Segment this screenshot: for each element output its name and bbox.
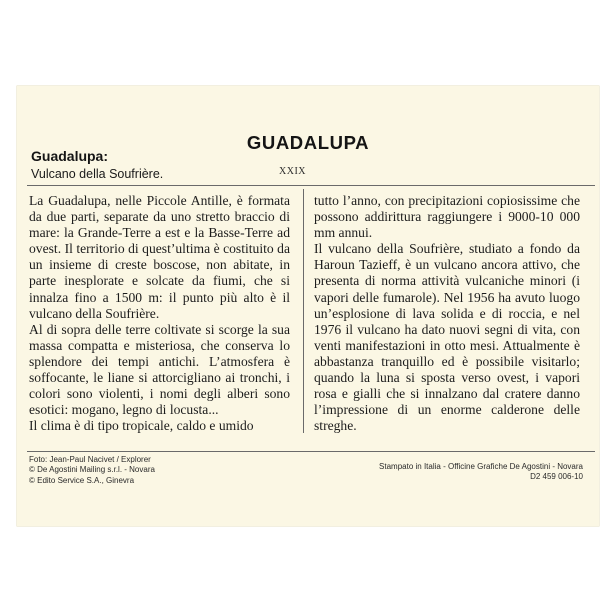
column-divider xyxy=(303,189,304,433)
paragraph: Il vulcano della Soufrière, studiato a fondo da Haroun Tazieff, è un vulcano ancora attivo, che presenta di norma attività vulcaniche minori (i vapori delle fumarole). Nel 1956 ha avuto luogo un’esplosione di lava solida e di roccia, e nel 1976 il vulcano ha dato nuovi segni di vita, con venti manifestazioni in otto mesi. Attualmente è abbastanza tranquillo ed è possibile visitarlo; quando la luna si sposta verso ovest, i vapori rosa e gialli che si innalzano dal cratere danno l’impressione di un enorme calderone delle streghe. xyxy=(314,241,580,434)
paragraph: Il clima è di tipo tropicale, caldo e umido xyxy=(29,418,254,434)
left-text-column xyxy=(29,193,290,434)
photo-credits xyxy=(29,455,155,486)
paragraph: tutto l’anno, con precipitazioni copiosissime che possono addirittura raggiungere i 9000-10 000 mm annui. xyxy=(314,193,580,241)
card-heading: Guadalupa: xyxy=(31,148,109,164)
paragraph: Al di sopra delle terre coltivate si scorge la sua massa compatta e misteriosa, che conserva lo splendore dei tempi antichi. L’atmosfera è soffocante, le liane si attorcigliano ai tronchi, i colori sono violenti, i nomi degli alberi sono esotici: mogano, legno di locusta... xyxy=(29,321,290,418)
bottom-divider xyxy=(27,451,595,452)
card-number: XXIX xyxy=(279,166,306,177)
paragraph: La Guadalupa, nelle Piccole Antille, è formata da due parti, separate da uno stretto braccio di mare: la Grande-Terre a est e la Basse-Terre ad ovest. Il territorio di quest’ultima è costituito da un insieme di creste boscose, non abitate, in parte inesplorate e solcate da fiumi, che si innalza fino a 1500 m: il punto più alto è il vulcano della Soufrière. xyxy=(29,193,290,321)
card-subheading: Vulcano della Soufrière. xyxy=(31,167,164,181)
credit-line: © Edito Service S.A., Ginevra xyxy=(29,475,135,485)
print-info xyxy=(379,462,583,483)
info-card xyxy=(17,86,599,526)
printer-line: Stampato in Italia - Officine Grafiche De Agostini - Novara xyxy=(379,462,583,471)
right-text-column xyxy=(314,193,580,434)
card-title: GUADALUPA xyxy=(246,132,370,153)
credit-line: © De Agostini Mailing s.r.l. - Novara xyxy=(29,465,155,475)
top-divider xyxy=(27,185,595,186)
card-code: D2 459 006-10 xyxy=(530,472,583,482)
credit-line: Foto: Jean-Paul Nacivet / Explorer xyxy=(29,455,151,464)
